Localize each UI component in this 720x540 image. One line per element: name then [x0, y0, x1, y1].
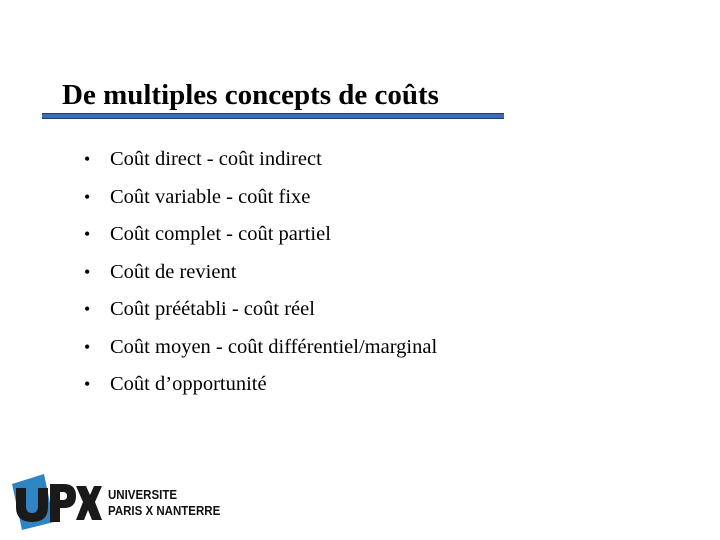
- bullet-text: Coût moyen - coût différentiel/marginal: [110, 335, 438, 358]
- list-item: [84, 291, 437, 329]
- bullet-icon: •: [84, 224, 91, 245]
- list-item: [84, 179, 437, 217]
- bullet-text: Coût direct - coût indirect: [110, 148, 322, 171]
- list-item: [84, 329, 437, 367]
- logo-wordmark: [108, 488, 220, 519]
- university-logo: [10, 468, 240, 530]
- bullet-icon: •: [84, 374, 91, 395]
- bullet-icon: •: [84, 336, 91, 357]
- logo-line-paris-nanterre: PARIS X NANTERRE: [108, 503, 221, 518]
- bullet-icon: •: [84, 261, 91, 282]
- bullet-list: [84, 141, 437, 404]
- bullet-icon: •: [84, 186, 91, 207]
- bullet-icon: •: [84, 149, 91, 170]
- slide-title: De multiples concepts de coûts: [62, 79, 439, 111]
- upx-logo-icon: [10, 468, 102, 530]
- bullet-text: Coût d’opportunité: [110, 373, 267, 396]
- title-underline: [42, 113, 504, 119]
- list-item: [84, 366, 437, 404]
- bullet-text: Coût complet - coût partiel: [110, 223, 331, 246]
- list-item: [84, 254, 437, 292]
- list-item: [84, 216, 437, 254]
- logo-line-university: UNIVERSITE: [108, 488, 178, 502]
- bullet-text: Coût préétabli - coût réel: [110, 298, 315, 321]
- bullet-text: Coût de revient: [110, 260, 237, 283]
- bullet-text: Coût variable - coût fixe: [110, 185, 311, 208]
- bullet-icon: •: [84, 299, 91, 320]
- list-item: [84, 141, 437, 179]
